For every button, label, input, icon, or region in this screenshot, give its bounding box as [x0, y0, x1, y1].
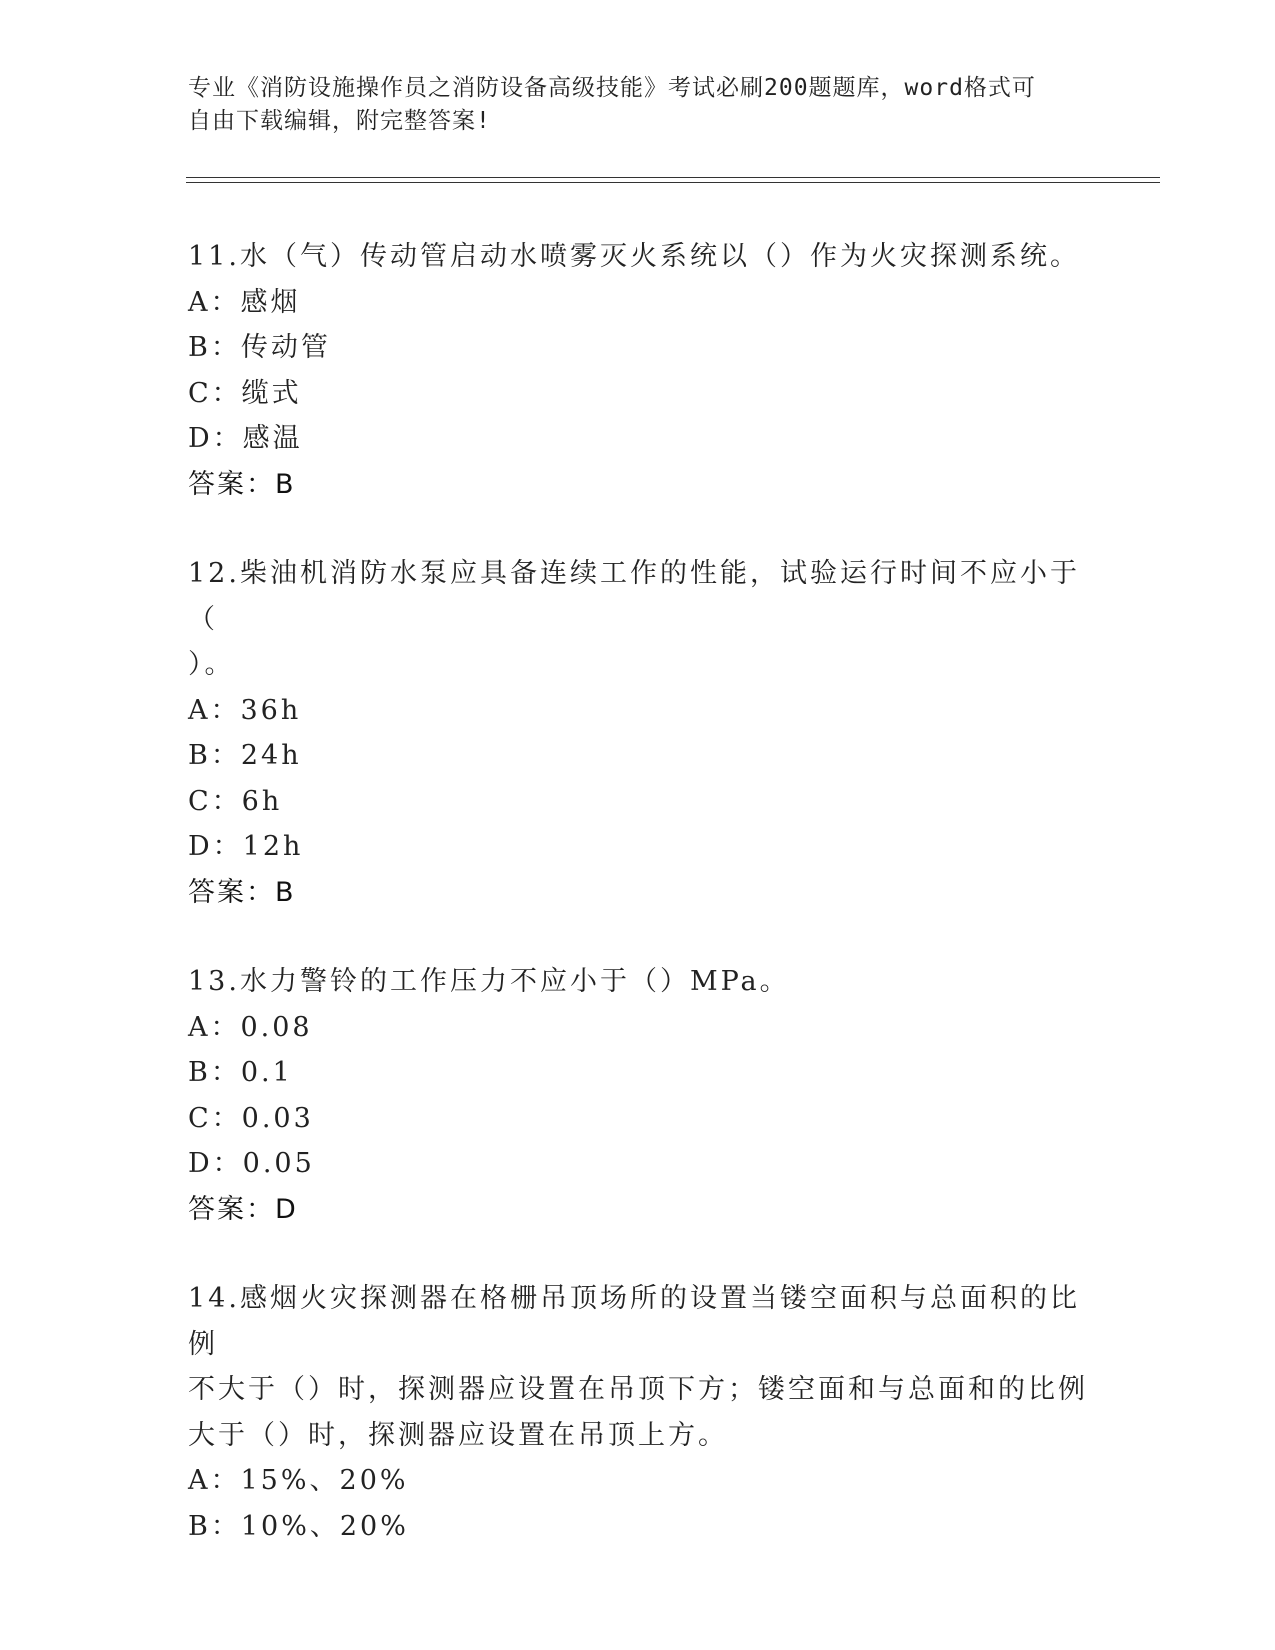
question-14 — [188, 1276, 1088, 1549]
answer-label: 答案：B — [188, 468, 296, 500]
option-a: A：15%、20% — [188, 1465, 409, 1496]
question-list — [188, 234, 1088, 1593]
header-divider-top — [186, 177, 1160, 178]
question-stem: 12.柴油机消防水泵应具备连续工作的性能，试验运行时间不应小于（ — [188, 558, 1080, 635]
question-13 — [188, 959, 1088, 1232]
question-11 — [188, 234, 1088, 507]
question-stem-continued: 大于（）时，探测器应设置在吊顶上方。 — [188, 1419, 728, 1451]
header-divider-bottom — [186, 182, 1160, 183]
option-b: B：0.1 — [188, 1057, 293, 1088]
question-stem: 11.水（气）传动管启动水喷雾灭火系统以（）作为火灾探测系统。 — [188, 241, 1080, 272]
option-d: D：12h — [188, 831, 304, 862]
option-b: B：传动管 — [188, 332, 331, 363]
option-c: C：6h — [188, 785, 283, 817]
option-b: B：24h — [188, 740, 302, 771]
header-line-1: 专业《消防设施操作员之消防设备高级技能》考试必刷200题题库，word格式可 — [188, 75, 1036, 101]
option-c: C：缆式 — [188, 377, 302, 409]
document-header — [188, 72, 1068, 138]
option-d: D：0.05 — [188, 1148, 315, 1179]
option-b: B：10%、20% — [188, 1510, 409, 1542]
option-d: D：感温 — [188, 423, 303, 454]
header-line-2: 自由下载编辑，附完整答案! — [188, 108, 491, 134]
option-c: C：0.03 — [188, 1102, 314, 1134]
option-a: A：感烟 — [188, 286, 301, 318]
question-12 — [188, 551, 1088, 915]
option-a: A：36h — [188, 694, 302, 726]
answer-label: 答案：B — [188, 876, 296, 908]
option-a: A：0.08 — [188, 1011, 313, 1043]
answer-label: 答案：D — [188, 1193, 298, 1225]
question-stem: 13.水力警铃的工作压力不应小于（）MPa。 — [188, 966, 790, 997]
question-stem: 14.感烟火灾探测器在格栅吊顶场所的设置当镂空面积与总面积的比例 — [188, 1283, 1080, 1360]
question-stem-continued: ）。 — [188, 649, 235, 680]
question-stem-continued: 不大于（）时，探测器应设置在吊顶下方；镂空面和与总面和的比例 — [188, 1374, 1088, 1405]
